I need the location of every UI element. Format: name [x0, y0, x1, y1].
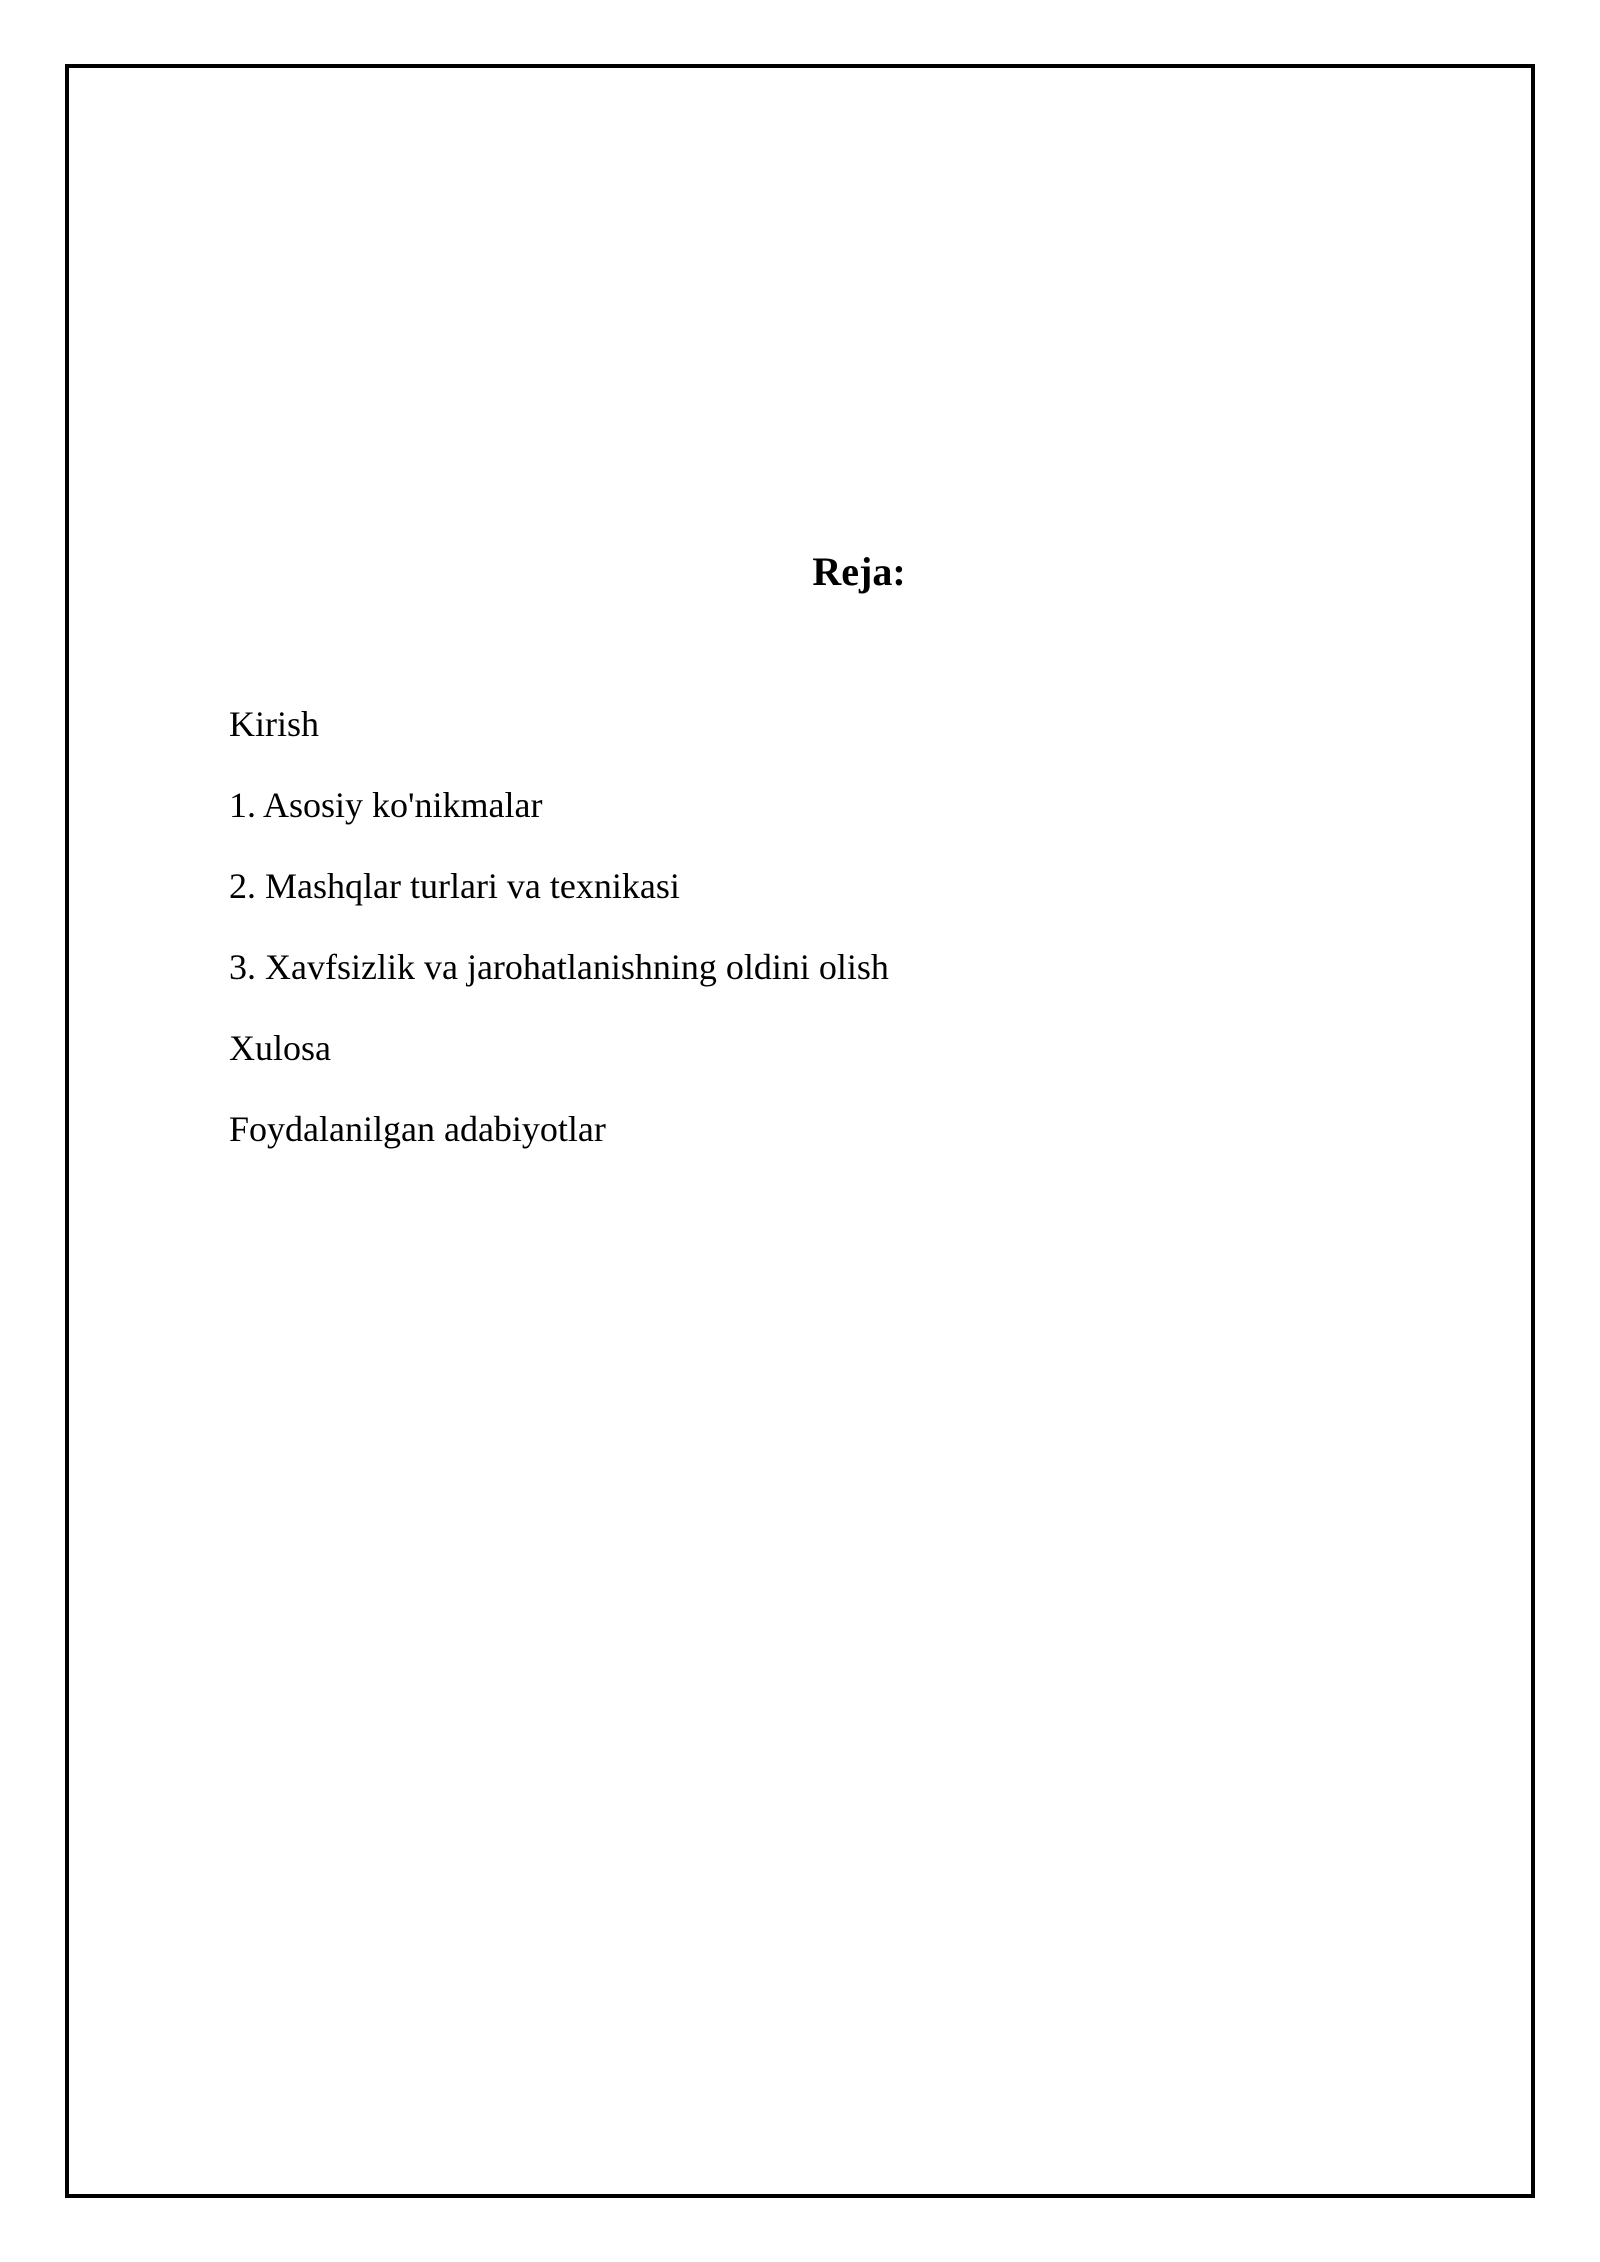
plan-title: Reja:	[812, 549, 906, 594]
plan-list	[229, 703, 889, 1189]
plan-item-references: Foydalanilgan adabiyotlar	[229, 1109, 606, 1149]
plan-item-1: 1. Asosiy ko'nikmalar	[229, 785, 543, 825]
plan-item-2: 2. Mashqlar turlari va texnikasi	[229, 866, 680, 906]
plan-item-introduction: Kirish	[229, 704, 319, 744]
plan-item-3: 3. Xavfsizlik va jarohatlanishning oldini olish	[229, 947, 889, 987]
plan-item-conclusion: Xulosa	[229, 1028, 331, 1068]
